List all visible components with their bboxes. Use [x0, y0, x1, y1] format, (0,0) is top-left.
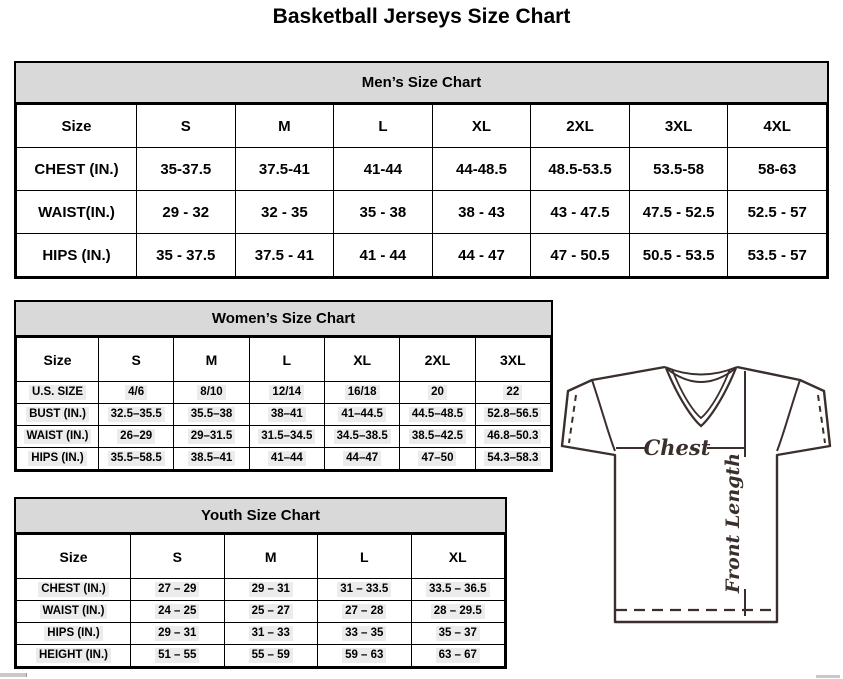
youth-cell-value: 24 – 25 — [155, 604, 199, 618]
youth-row-label-text: HIPS (IN.) — [44, 626, 102, 640]
mens-cell: 43 - 47.5 — [531, 191, 630, 234]
youth-cell — [224, 579, 318, 601]
mens-cell: 29 - 32 — [137, 191, 236, 234]
youth-cell-value: 51 – 55 — [155, 648, 199, 662]
youth-cell — [318, 623, 412, 645]
womens-cell — [324, 426, 399, 448]
womens-cell-value: 31.5–34.5 — [258, 429, 315, 443]
mens-cell: 37.5-41 — [235, 148, 334, 191]
youth-col-header: XL — [411, 535, 505, 579]
youth-cell — [131, 601, 225, 623]
mens-col-header: 3XL — [629, 105, 728, 148]
youth-cell-value: 25 – 27 — [249, 604, 293, 618]
womens-cell-value: 26–29 — [117, 429, 155, 443]
youth-size-chart — [14, 497, 507, 669]
womens-cell — [99, 382, 174, 404]
womens-corner-cell: Size — [17, 338, 99, 382]
womens-row-hips — [17, 448, 551, 470]
youth-row-label-text: CHEST (IN.) — [38, 582, 109, 596]
womens-row-waist — [17, 426, 551, 448]
youth-cell — [411, 645, 505, 667]
womens-row-bust — [17, 404, 551, 426]
jersey-measurement-diagram — [556, 358, 838, 628]
mens-col-header: S — [137, 105, 236, 148]
youth-cell — [318, 601, 412, 623]
womens-row-label-text: U.S. SIZE — [29, 385, 86, 399]
youth-col-header: S — [131, 535, 225, 579]
mens-row-label: HIPS (IN.) — [17, 234, 137, 277]
womens-col-header: S — [99, 338, 174, 382]
chest-label: Chest — [643, 435, 711, 460]
youth-row-hips — [17, 623, 505, 645]
womens-cell-value: 12/14 — [269, 385, 304, 399]
womens-cell-value: 32.5–35.5 — [108, 407, 165, 421]
youth-cell — [411, 623, 505, 645]
youth-cell — [224, 645, 318, 667]
youth-cell — [131, 623, 225, 645]
youth-cell — [411, 579, 505, 601]
womens-cell — [400, 426, 475, 448]
mens-cell: 35 - 37.5 — [137, 234, 236, 277]
youth-row-label-text: WAIST (IN.) — [40, 604, 108, 618]
mens-row-waist — [17, 191, 827, 234]
youth-cell-value: 27 – 29 — [155, 582, 199, 596]
youth-cell-value: 31 – 33.5 — [337, 582, 391, 596]
womens-cell-value: 41–44.5 — [338, 407, 386, 421]
youth-chart-title: Youth Size Chart — [16, 499, 505, 534]
womens-cell — [400, 382, 475, 404]
womens-cell-value: 44.5–48.5 — [409, 407, 466, 421]
womens-cell — [174, 426, 249, 448]
mens-header-row — [17, 105, 827, 148]
womens-row-label-text: BUST (IN.) — [26, 407, 89, 421]
womens-cell-value: 29–31.5 — [188, 429, 236, 443]
mens-cell: 53.5 - 57 — [728, 234, 827, 277]
mens-cell: 37.5 - 41 — [235, 234, 334, 277]
youth-row-height — [17, 645, 505, 667]
mens-cell: 41-44 — [334, 148, 433, 191]
womens-row-label — [17, 426, 99, 448]
womens-row-label-text: WAIST (IN.) — [24, 429, 92, 443]
womens-cell — [324, 448, 399, 470]
youth-cell — [224, 601, 318, 623]
mens-col-header: 2XL — [531, 105, 630, 148]
mens-col-header: XL — [432, 105, 531, 148]
womens-cell-value: 34.5–38.5 — [334, 429, 391, 443]
womens-col-header: L — [249, 338, 324, 382]
womens-cell-value: 16/18 — [345, 385, 380, 399]
youth-cell-value: 27 – 28 — [342, 604, 386, 618]
womens-table — [16, 337, 551, 470]
mens-cell: 35-37.5 — [137, 148, 236, 191]
mens-row-label: CHEST (IN.) — [17, 148, 137, 191]
womens-cell-value: 35.5–58.5 — [108, 451, 165, 465]
womens-row-label — [17, 404, 99, 426]
womens-cell — [400, 448, 475, 470]
youth-cell-value: 59 – 63 — [342, 648, 386, 662]
mens-cell: 52.5 - 57 — [728, 191, 827, 234]
youth-row-label — [17, 601, 131, 623]
jersey-outline — [562, 367, 830, 622]
womens-cell — [174, 404, 249, 426]
womens-cell-value: 52.8–56.5 — [484, 407, 541, 421]
youth-row-label — [17, 645, 131, 667]
womens-cell — [475, 426, 550, 448]
womens-size-chart — [14, 300, 553, 472]
womens-cell-value: 47–50 — [418, 451, 456, 465]
mens-cell: 38 - 43 — [432, 191, 531, 234]
youth-row-label — [17, 579, 131, 601]
womens-cell — [324, 404, 399, 426]
youth-cell-value: 28 – 29.5 — [431, 604, 485, 618]
womens-cell — [99, 426, 174, 448]
youth-cell-value: 55 – 59 — [249, 648, 293, 662]
mens-cell: 44 - 47 — [432, 234, 531, 277]
mens-row-chest — [17, 148, 827, 191]
womens-cell-value: 4/6 — [125, 385, 147, 399]
womens-col-header: 3XL — [475, 338, 550, 382]
youth-cell — [318, 579, 412, 601]
right-cuff-dashed-line — [818, 395, 825, 443]
womens-col-header: XL — [324, 338, 399, 382]
youth-corner-cell: Size — [17, 535, 131, 579]
collar-back-curve — [665, 367, 737, 375]
womens-row-label — [17, 448, 99, 470]
youth-col-header: L — [318, 535, 412, 579]
womens-cell — [99, 448, 174, 470]
youth-row-label — [17, 623, 131, 645]
womens-cell-value: 54.3–58.3 — [484, 451, 541, 465]
youth-cell-value: 29 – 31 — [249, 582, 293, 596]
womens-cell — [249, 448, 324, 470]
youth-cell — [131, 579, 225, 601]
mens-size-chart — [14, 61, 829, 279]
horizontal-scrollbar-thumb-left[interactable] — [0, 673, 27, 677]
mens-row-label: WAIST(IN.) — [17, 191, 137, 234]
womens-cell-value: 41–44 — [268, 451, 306, 465]
womens-cell — [249, 404, 324, 426]
womens-cell-value: 35.5–38 — [188, 407, 236, 421]
womens-cell-value: 38.5–42.5 — [409, 429, 466, 443]
womens-cell — [400, 404, 475, 426]
mens-cell: 58-63 — [728, 148, 827, 191]
youth-cell-value: 29 – 31 — [155, 626, 199, 640]
womens-cell — [99, 404, 174, 426]
womens-cell — [475, 448, 550, 470]
womens-header-row — [17, 338, 551, 382]
mens-chart-title: Men’s Size Chart — [16, 63, 827, 104]
mens-col-header: 4XL — [728, 105, 827, 148]
womens-cell — [324, 382, 399, 404]
left-cuff-dashed-line — [569, 395, 576, 443]
womens-cell-value: 38–41 — [268, 407, 306, 421]
mens-cell: 44-48.5 — [432, 148, 531, 191]
mens-cell: 32 - 35 — [235, 191, 334, 234]
womens-cell-value: 20 — [428, 385, 447, 399]
womens-cell — [174, 448, 249, 470]
womens-chart-title: Women’s Size Chart — [16, 302, 551, 337]
youth-cell-value: 63 – 67 — [436, 648, 480, 662]
mens-cell: 48.5-53.5 — [531, 148, 630, 191]
womens-cell — [249, 382, 324, 404]
mens-cell: 47.5 - 52.5 — [629, 191, 728, 234]
youth-cell — [318, 645, 412, 667]
womens-cell-value: 38.5–41 — [188, 451, 236, 465]
right-sleeve-seam — [777, 380, 800, 451]
womens-cell — [174, 382, 249, 404]
youth-cell — [224, 623, 318, 645]
womens-row-label — [17, 382, 99, 404]
mens-cell: 35 - 38 — [334, 191, 433, 234]
horizontal-scrollbar-thumb-right[interactable] — [816, 675, 840, 678]
youth-cell-value: 31 – 33 — [249, 626, 293, 640]
youth-row-chest — [17, 579, 505, 601]
youth-cell — [411, 601, 505, 623]
mens-table — [16, 104, 827, 277]
mens-row-hips — [17, 234, 827, 277]
mens-col-header: M — [235, 105, 334, 148]
womens-cell — [475, 404, 550, 426]
mens-corner-cell: Size — [17, 105, 137, 148]
youth-table — [16, 534, 505, 667]
mens-cell: 50.5 - 53.5 — [629, 234, 728, 277]
youth-header-row — [17, 535, 505, 579]
mens-cell: 41 - 44 — [334, 234, 433, 277]
youth-col-header: M — [224, 535, 318, 579]
youth-cell-value: 33 – 35 — [342, 626, 386, 640]
mens-col-header: L — [334, 105, 433, 148]
womens-cell-value: 22 — [503, 385, 522, 399]
youth-cell-value: 33.5 – 36.5 — [426, 582, 490, 596]
youth-row-label-text: HEIGHT (IN.) — [36, 648, 111, 662]
womens-col-header: M — [174, 338, 249, 382]
mens-cell: 47 - 50.5 — [531, 234, 630, 277]
mens-cell: 53.5-58 — [629, 148, 728, 191]
womens-cell — [249, 426, 324, 448]
youth-cell — [131, 645, 225, 667]
womens-row-label-text: HIPS (IN.) — [28, 451, 86, 465]
youth-row-waist — [17, 601, 505, 623]
womens-cell — [475, 382, 550, 404]
womens-cell-value: 44–47 — [343, 451, 381, 465]
womens-row-us-size — [17, 382, 551, 404]
front-length-label: Front Length — [722, 452, 744, 594]
womens-col-header: 2XL — [400, 338, 475, 382]
womens-cell-value: 8/10 — [197, 385, 225, 399]
page-title: Basketball Jerseys Size Chart — [272, 5, 571, 28]
left-sleeve-seam — [592, 380, 615, 451]
womens-cell-value: 46.8–50.3 — [484, 429, 541, 443]
youth-cell-value: 35 – 37 — [436, 626, 480, 640]
